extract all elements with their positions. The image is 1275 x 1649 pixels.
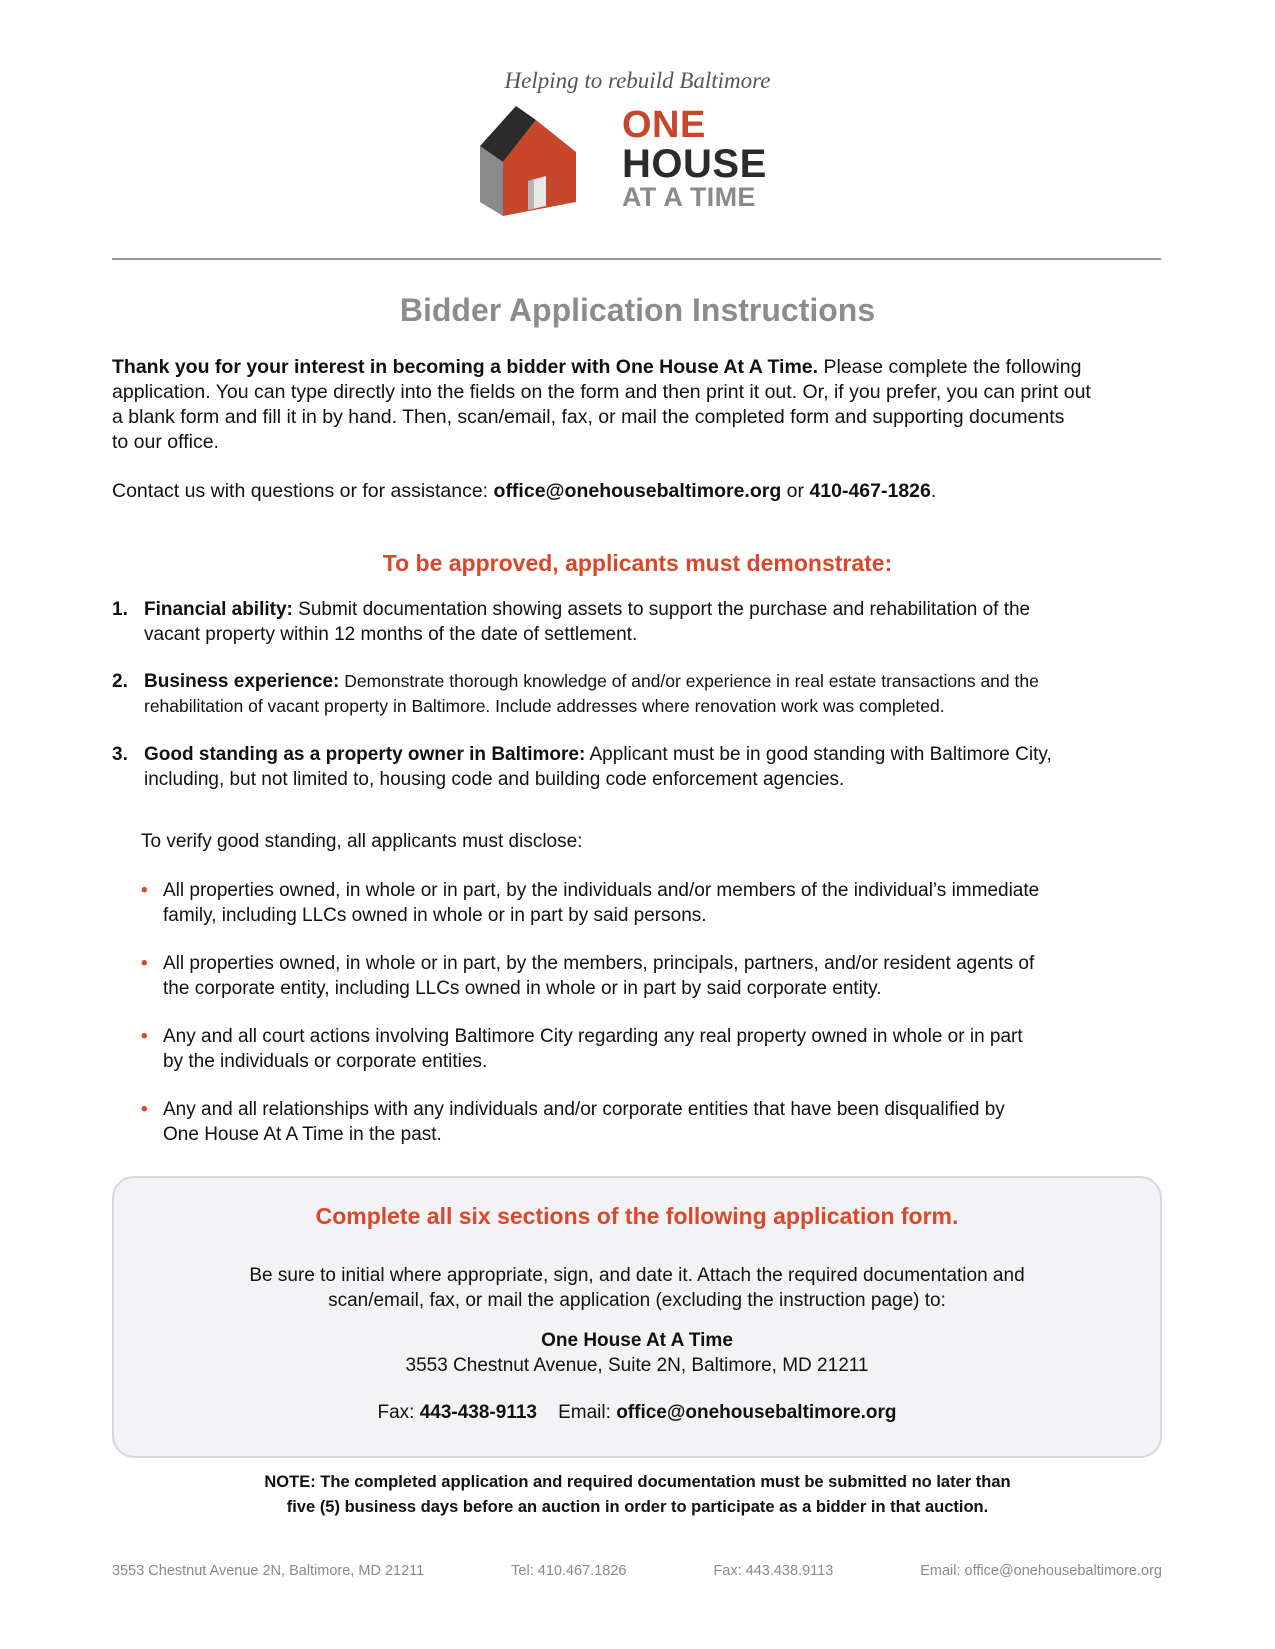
disclosure-item <box>141 1097 1151 1147</box>
bullet-icon: • <box>141 953 148 974</box>
contact-email[interactable]: office@onehousebaltimore.org <box>493 480 782 502</box>
mailing-address <box>114 1328 1160 1378</box>
contact-line <box>112 479 1162 504</box>
logo <box>502 106 772 216</box>
page-footer <box>112 1563 1162 1579</box>
logo-line-at-a-time: AT A TIME <box>622 182 756 212</box>
email-label: Email: <box>558 1402 617 1423</box>
email-address[interactable]: office@onehousebaltimore.org <box>616 1402 897 1423</box>
requirement-text-line2: including, but not limited to, housing code and building code enforcement agencies. <box>144 769 845 790</box>
verify-text: To verify good standing, all applicants must disclose: <box>141 831 583 852</box>
disclosure-line1: Any and all relationships with any individuals and/or corporate entities that have been disqualified by <box>163 1099 1005 1120</box>
bullet-icon: • <box>141 880 148 901</box>
submission-heading: Complete all six sections of the following application form. <box>315 1203 959 1229</box>
intro-line2: application. You can type directly into the fields on the form and then print it out. Or, if you prefer, you can print out <box>112 381 1091 403</box>
intro-line3: a blank form and fill it in by hand. Then, scan/email, fax, or mail the completed form and supporting documents <box>112 406 1065 428</box>
requirement-item <box>112 742 1162 792</box>
requirements-heading: To be approved, applicants must demonstrate: <box>382 550 893 576</box>
footer-address: 3553 Chestnut Avenue 2N, Baltimore, MD 21211 <box>112 1563 425 1579</box>
org-name: One House At A Time <box>541 1330 733 1351</box>
bullet-icon: • <box>141 1026 148 1047</box>
contact-or: or <box>781 480 810 502</box>
requirement-text: Submit documentation showing assets to support the purchase and rehabilitation of the <box>292 599 1031 620</box>
intro-line4: to our office. <box>112 431 219 453</box>
submission-instructions <box>114 1263 1160 1313</box>
submission-box <box>112 1176 1162 1458</box>
disclosure-line1: All properties owned, in whole or in part, by the members, principals, partners, and/or resident agents of <box>163 953 1035 974</box>
requirement-text-line2: vacant property within 12 months of the date of settlement. <box>144 624 638 645</box>
disclosure-line1: All properties owned, in whole or in part, by the individuals and/or members of the individual’s immediate <box>163 880 1040 901</box>
requirement-number: 2. <box>112 671 128 692</box>
requirement-text: Demonstrate thorough knowledge of and/or experience in real estate transactions and the <box>339 671 1039 691</box>
footer-email[interactable]: Email: office@onehousebaltimore.org <box>920 1563 1162 1579</box>
disclosure-item <box>141 878 1151 928</box>
header-divider <box>112 258 1161 260</box>
intro-line1: Please complete the following <box>818 356 1082 378</box>
submission-line1: Be sure to initial where appropriate, sign, and date it. Attach the required documentation and <box>249 1265 1025 1286</box>
note-line2: five (5) business days before an auction in order to participate as a bidder in that auction. <box>286 1498 989 1516</box>
requirement-label: Financial ability: <box>144 599 293 620</box>
requirement-label: Good standing as a property owner in Baltimore: <box>144 744 586 765</box>
contact-end: . <box>930 480 937 502</box>
contact-phone[interactable]: 410-467-1826 <box>809 480 931 502</box>
bullet-icon: • <box>141 1099 148 1120</box>
org-address: 3553 Chestnut Avenue, Suite 2N, Baltimore, MD 21211 <box>405 1355 869 1376</box>
disclosure-item <box>141 1024 1151 1074</box>
disclosure-line2: the corporate entity, including LLCs owned in whole or in part by said corporate entity. <box>163 978 882 999</box>
fax-number[interactable]: 443-438-9113 <box>419 1402 537 1423</box>
submission-line2: scan/email, fax, or mail the application (excluding the instruction page) to: <box>328 1290 946 1311</box>
intro-paragraph <box>112 355 1162 455</box>
logo-line-one: ONE <box>622 104 706 146</box>
house-icon <box>478 106 593 216</box>
requirement-label: Business experience: <box>144 671 340 692</box>
requirement-item <box>112 669 1162 719</box>
requirement-text-line2: rehabilitation of vacant property in Baltimore. Include addresses where renovation work was completed. <box>144 696 945 716</box>
requirement-text: Applicant must be in good standing with Baltimore City, <box>585 744 1052 765</box>
fax-label: Fax: <box>377 1402 420 1423</box>
deadline-note <box>0 1470 1275 1520</box>
page-title: Bidder Application Instructions <box>399 292 876 328</box>
requirement-number: 1. <box>112 599 128 620</box>
tagline: Helping to rebuild Baltimore <box>504 68 771 93</box>
fax-email-line <box>114 1402 1160 1424</box>
logo-line-house: HOUSE <box>622 142 767 186</box>
requirement-item <box>112 597 1162 647</box>
requirement-number: 3. <box>112 744 128 765</box>
disclosure-line2: One House At A Time in the past. <box>163 1124 442 1145</box>
contact-prefix: Contact us with questions or for assistance: <box>112 480 494 502</box>
disclosure-line1: Any and all court actions involving Baltimore City regarding any real property owned in whole or in part <box>163 1026 1023 1047</box>
footer-fax: Fax: 443.438.9113 <box>713 1563 834 1579</box>
disclosure-item <box>141 951 1151 1001</box>
disclosure-line2: family, including LLCs owned in whole or in part by said persons. <box>163 905 707 926</box>
intro-lead: Thank you for your interest in becoming a bidder with One House At A Time. <box>112 356 819 378</box>
footer-tel[interactable]: Tel: 410.467.1826 <box>511 1563 627 1579</box>
note-line1: NOTE: The completed application and required documentation must be submitted no later than <box>264 1473 1011 1491</box>
disclosure-line2: by the individuals or corporate entities. <box>163 1051 488 1072</box>
